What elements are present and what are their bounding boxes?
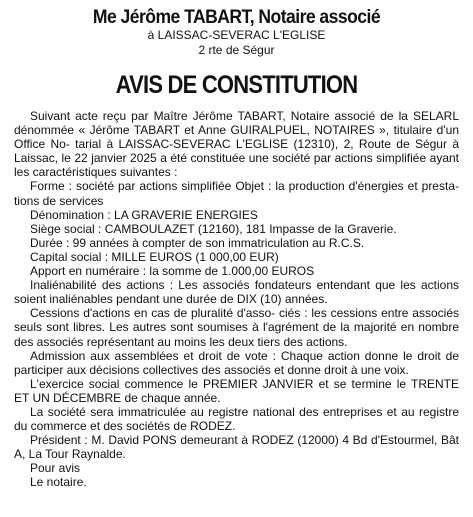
paragraph-denomination: Dénomination : LA GRAVERIE ENERGIES bbox=[30, 207, 258, 222]
notary-location: à LAISSAC-SEVERAC L'EGLISE bbox=[147, 28, 326, 42]
paragraph-capital: Capital social : MILLE EUROS (1 000,00 EUR) bbox=[30, 249, 279, 264]
legal-notice bbox=[14, 0, 459, 490]
notary-address: 2 rte de Ségur bbox=[198, 43, 275, 57]
paragraph-forme-objet: Forme : société par actions simplifiée Objet : la production d'énergies et presta- tions de services bbox=[14, 179, 459, 208]
paragraph-president: Président : M. David PONS demeurant à RODEZ (12000) 4 Bd d'Estourmel, Bât A, La Tour Raynalde. bbox=[14, 433, 459, 462]
paragraph-cessions: Cessions d'actions en cas de pluralité d'asso- ciés : les cessions entre associés seuls sont libres. Les autres sont soumises à l'agrément de la majorité en nombre des associés représentant au moins les deux tiers des actions. bbox=[14, 306, 459, 349]
paragraph-duree: Durée : 99 années à compter de son immatriculation au R.C.S. bbox=[30, 235, 365, 250]
paragraph-siege: Siège social : CAMBOULAZET (12160), 181 Impasse de la Graverie. bbox=[30, 221, 397, 236]
paragraph-pour-avis: Pour avis bbox=[30, 461, 81, 476]
paragraph-inalienabilite: Inaliénabilité des actions : Les associés fondateurs entendant que les actions soient inaliénables pendant une durée de DIX (10) années. bbox=[14, 278, 459, 307]
paragraph-apport: Apport en numéraire : la somme de 1.000,00 EUROS bbox=[30, 264, 315, 279]
notice-body bbox=[14, 109, 459, 490]
notice-title: AVIS DE CONSTITUTION bbox=[115, 71, 358, 99]
notary-name: Me Jérôme TABART, Notaire associé bbox=[92, 6, 381, 28]
paragraph-exercice: L'exercice social commence le PREMIER JANVIER et se termine le TRENTE ET UN DÉCEMBRE de chaque année. bbox=[14, 376, 459, 405]
paragraph-admission: Admission aux assemblées et droit de vote : Chaque action donne le droit de participer aux décisions collectives des associés et donne droit à une voix. bbox=[14, 348, 459, 377]
paragraph-immatriculation: La société sera immatriculée au registre national des entreprises et au registre du commerce et des sociétés de RODEZ. bbox=[14, 404, 459, 434]
paragraph-intro: Suivant acte reçu par Maître Jérôme TABART, Notaire associé de la SELARL dénommée « Jérôme TABART et Anne GUIRALPUEL, NOTAIRES », titulaire d'un Office No- tarial à LAISSAC-SEVERAC L'EGLISE (12310), 2, Route de Ségur à Laissac, le 22 janvier 2025 a été constituée une société par actions simplifiée ayant les caractéristiques suivantes : bbox=[14, 109, 459, 180]
paragraph-signature: Le notaire. bbox=[30, 475, 87, 490]
